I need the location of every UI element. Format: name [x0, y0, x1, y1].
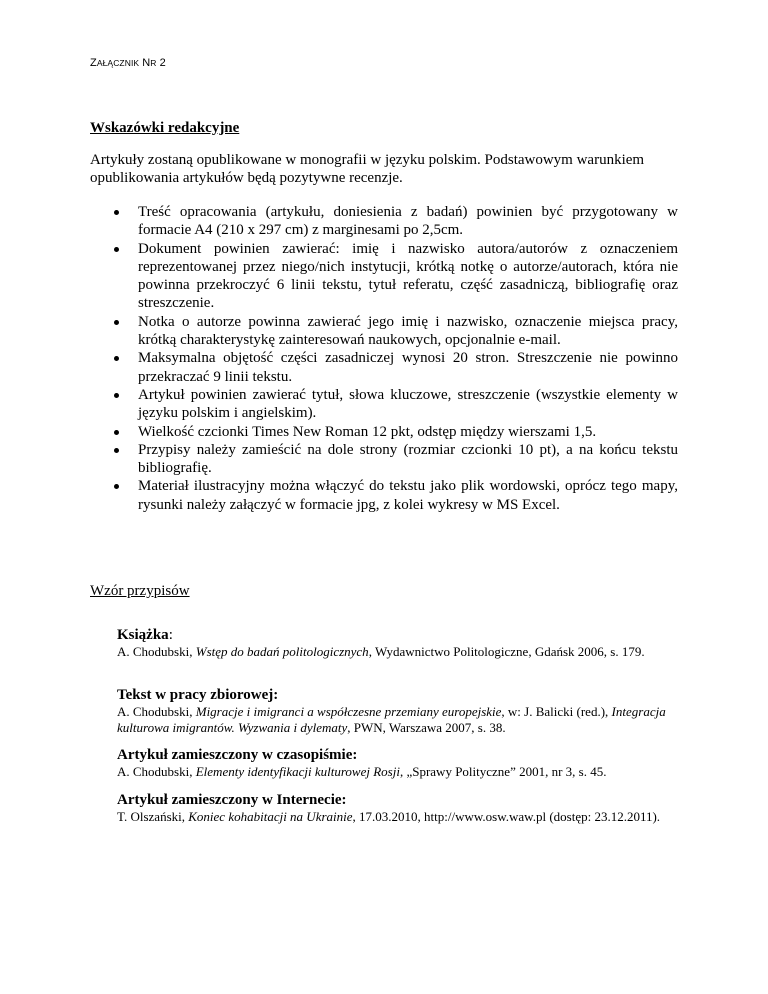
citation-author: A. Chodubski,: [117, 644, 196, 659]
bullet-icon: [114, 210, 119, 215]
editorial-intro: Artykuły zostaną opublikowane w monografii w języku polskim. Podstawowym warunkiem opublikowania artykułów będą pozytywne recenzje.: [90, 152, 645, 186]
footnote-journal-citation: [117, 764, 697, 780]
citation-details: , „Sprawy Polityczne” 2001, nr 3, s. 45.: [399, 764, 607, 779]
guideline-item: [90, 203, 678, 240]
guidelines-list: [90, 203, 678, 514]
book-label-colon: :: [168, 627, 173, 643]
citation-editor: , w: J. Balicki (red.),: [501, 704, 612, 719]
bullet-icon: [114, 448, 119, 453]
footnote-internet-citation: [117, 809, 697, 825]
footnote-book-label: [117, 626, 697, 644]
citation-author: T. Olszański,: [117, 809, 189, 824]
book-label-text: Książka: [117, 627, 169, 643]
guideline-text: Wielkość czcionki Times New Roman 12 pkt, odstęp między wierszami 1,5.: [138, 423, 597, 440]
bullet-icon: [114, 247, 119, 252]
footnote-book: [117, 626, 697, 660]
guideline-text: Materiał ilustracyjny można włączyć do tekstu jako plik wordowski, oprócz tego mapy, rysunki należy załączyć w formacie jpg, z kolei wykresy w MS Excel.: [138, 478, 678, 513]
guideline-text: Przypisy należy zamieścić na dole strony (rozmiar czcionki 10 pt), a na końcu tekstu bibliografię.: [138, 441, 678, 477]
guideline-text: Artykuł powinien zawierać tytuł, słowa kluczowe, streszczenie (wszystkie elementy w języku polskim i angielskim).: [138, 386, 678, 422]
guideline-item: [90, 313, 678, 350]
guideline-text: Notka o autorze powinna zawierać jego imię i nazwisko, oznaczenie miejsca pracy, krótką charakterystykę zainteresowań naukowych, opcjonalnie e-mail.: [138, 313, 678, 349]
attachment-label-text: ZAŁĄCZNIK NR 2: [90, 57, 166, 69]
citation-details: , PWN, Warszawa 2007, s. 38.: [347, 720, 506, 735]
bullet-icon: [114, 393, 119, 398]
footnote-journal: [117, 746, 697, 780]
editorial-guidelines-heading: Wskazówki redakcyjne: [90, 120, 240, 136]
citation-work: Elementy identyfikacji kulturowej Rosji: [195, 764, 400, 779]
guideline-item: [90, 240, 678, 313]
footnote-internet: [117, 791, 697, 825]
guideline-text: Dokument powinien zawierać: imię i nazwisko autora/autorów z oznaczeniem reprezentowanej przez niego/nich instytucji, krótką notkę o autorze/autorach, która nie powinna przekroczyć 6 linii tekstu, tytuł referatu, część zasadniczą, bibliografię oraz streszczenie.: [138, 240, 678, 312]
citation-work: Wstęp do badań politologicznych: [195, 644, 369, 659]
bullet-icon: [114, 484, 119, 489]
citation-details: , 17.03.2010, http://www.osw.waw.pl (dostęp: 23.12.2011).: [352, 809, 661, 824]
bullet-icon: [114, 356, 119, 361]
guideline-item: [90, 349, 678, 386]
citation-work: Koniec kohabitacji na Ukrainie: [188, 809, 353, 824]
footnote-internet-label: Artykuł zamieszczony w Internecie:: [117, 792, 347, 808]
footnote-collective-citation: [117, 704, 697, 736]
citation-details: , Wydawnictwo Politologiczne, Gdańsk 2006, s. 179.: [368, 644, 645, 659]
footnote-collective: [117, 686, 697, 736]
guideline-item: [90, 423, 678, 441]
guideline-item: [90, 441, 678, 478]
citation-author: A. Chodubski,: [117, 764, 196, 779]
footnote-collective-label: Tekst w pracy zbiorowej:: [117, 687, 279, 703]
footnote-book-citation: [117, 644, 697, 660]
attachment-label: [90, 57, 166, 69]
guideline-text: Treść opracowania (artykułu, doniesienia z badań) powinien być przygotowany w formacie A4 (210 x 297 cm) z marginesami po 2,5cm.: [138, 204, 678, 239]
citation-collection: Integracja kulturowa imigrantów. Wyzwania i dylematy: [117, 704, 666, 735]
bullet-icon: [114, 430, 119, 435]
guideline-item: [90, 477, 678, 514]
footnote-journal-label: Artykuł zamieszczony w czasopiśmie:: [117, 747, 358, 763]
guideline-text: Maksymalna objętość części zasadniczej wynosi 20 stron. Streszczenie nie powinno przekraczać 9 linii tekstu.: [138, 350, 678, 385]
footnote-template-heading: Wzór przypisów: [90, 583, 190, 599]
citation-work: Migracje i imigranci a współczesne przemiany europejskie: [195, 704, 502, 719]
guideline-item: [90, 386, 678, 423]
citation-author: A. Chodubski,: [117, 704, 196, 719]
bullet-icon: [114, 320, 119, 325]
